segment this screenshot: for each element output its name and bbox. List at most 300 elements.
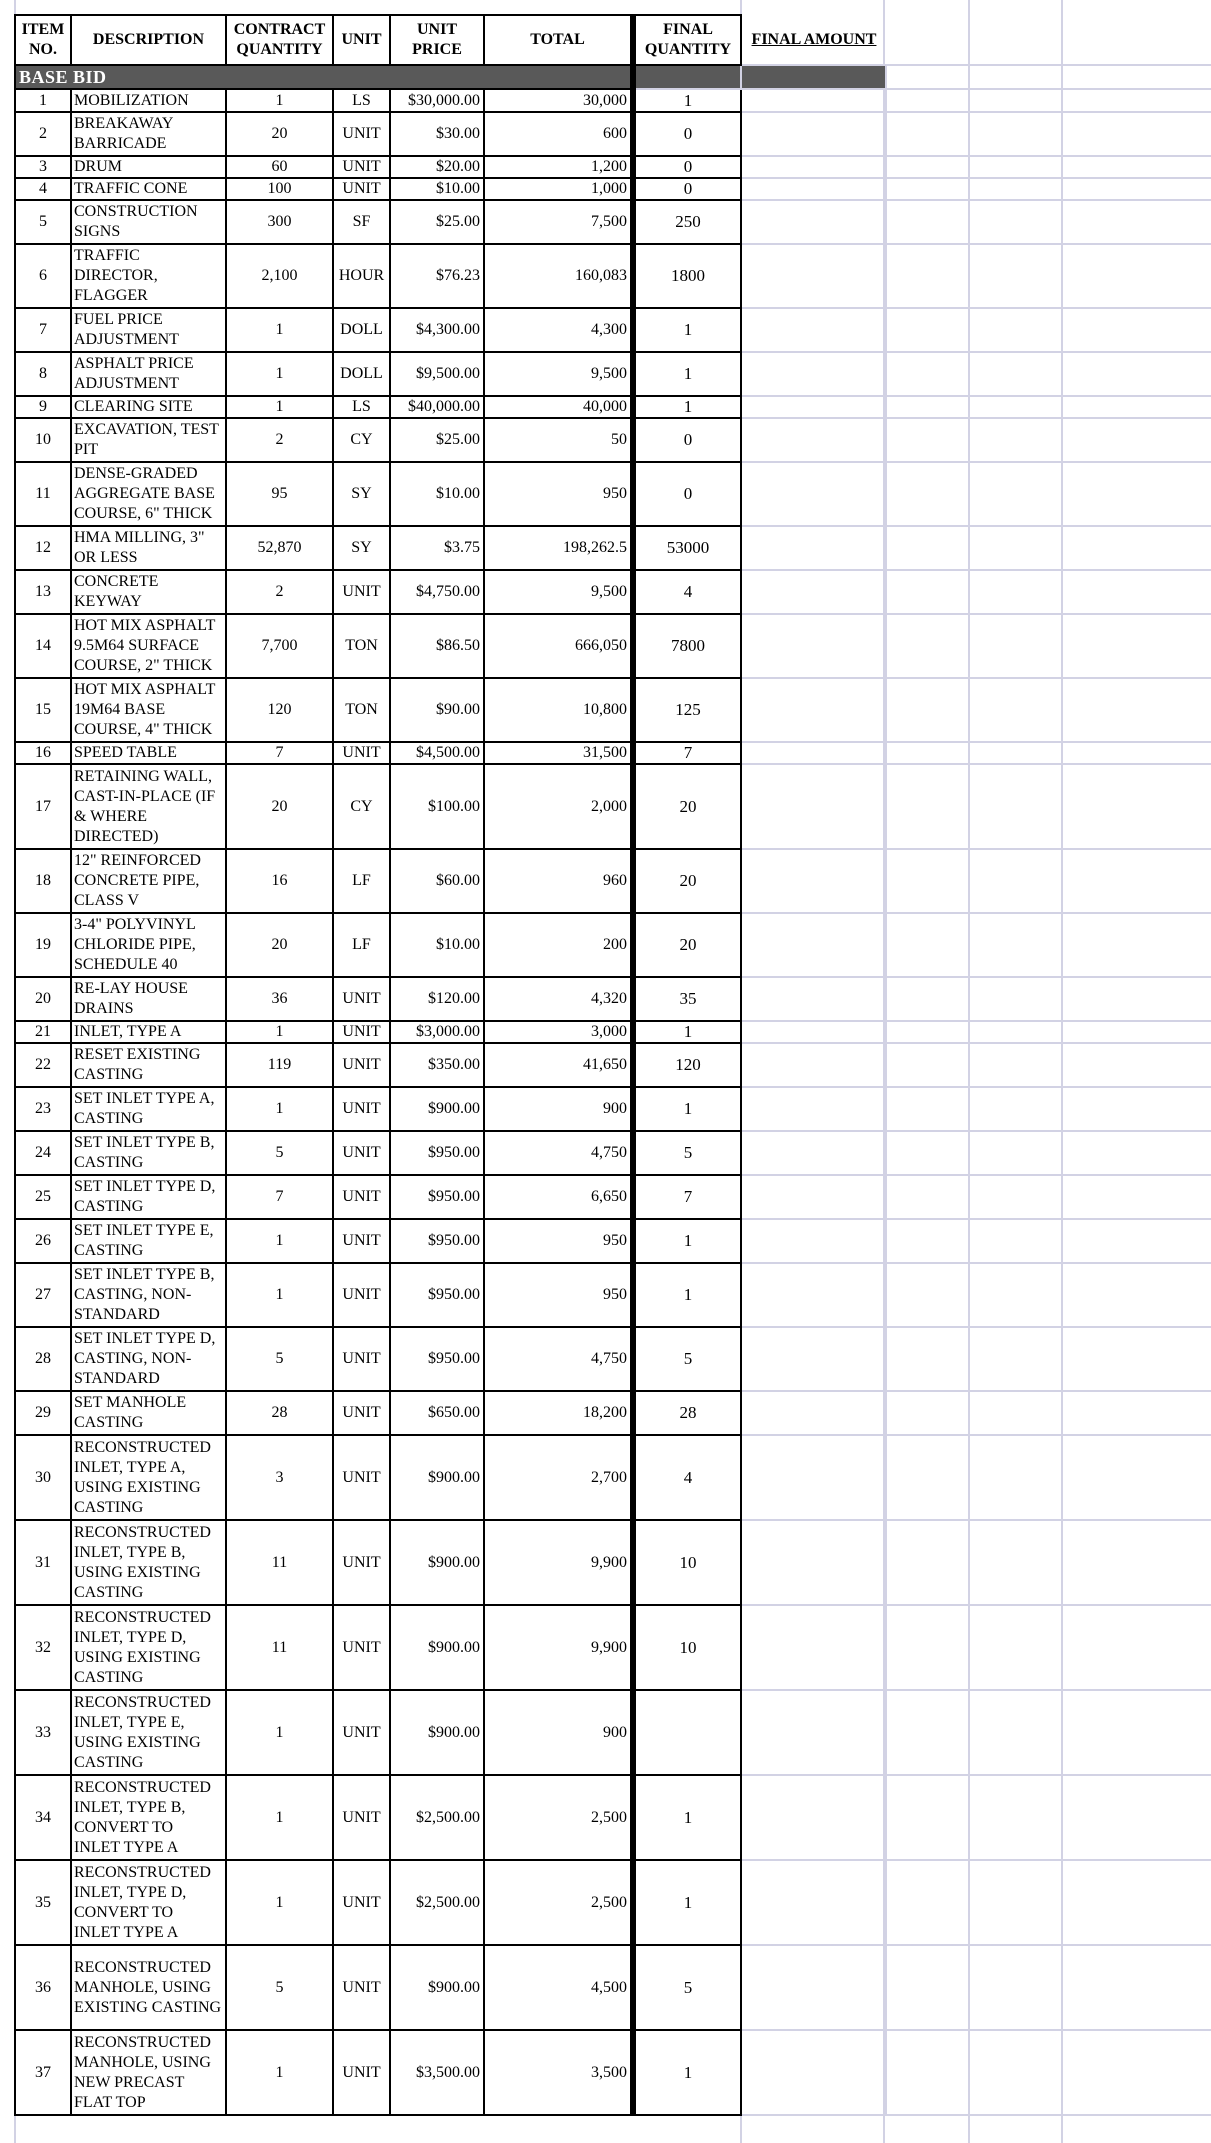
item-no-cell: 30: [15, 1435, 71, 1520]
final-quantity-cell: 5: [633, 1945, 741, 2030]
final-amount-cell: [741, 396, 886, 418]
total-cell: 6,650: [484, 1175, 633, 1219]
unit-price-cell: $950.00: [390, 1175, 484, 1219]
final-quantity-cell: 10: [633, 1605, 741, 1690]
description-cell: SET INLET TYPE E, CASTING: [71, 1219, 226, 1263]
contract-quantity-cell: 5: [226, 1131, 333, 1175]
contract-quantity-cell: 16: [226, 849, 333, 913]
final-quantity-cell: 0: [633, 156, 741, 178]
table-row: [15, 308, 886, 352]
final-quantity-cell: 120: [633, 1043, 741, 1087]
unit-cell: UNIT: [333, 1043, 390, 1087]
item-no-cell: 37: [15, 2030, 71, 2115]
total-cell: 2,500: [484, 1860, 633, 1945]
item-no-cell: 33: [15, 1690, 71, 1775]
item-no-cell: 15: [15, 678, 71, 742]
description-cell: CONCRETE KEYWAY: [71, 570, 226, 614]
contract-quantity-cell: 1: [226, 1021, 333, 1043]
item-no-cell: 9: [15, 396, 71, 418]
final-quantity-cell: 5: [633, 1327, 741, 1391]
table-row: [15, 112, 886, 156]
total-cell: 2,500: [484, 1775, 633, 1860]
description-cell: DENSE-GRADED AGGREGATE BASE COURSE, 6" THICK: [71, 462, 226, 526]
item-no-cell: 25: [15, 1175, 71, 1219]
unit-cell: SY: [333, 526, 390, 570]
item-no-cell: 32: [15, 1605, 71, 1690]
description-cell: RECONSTRUCTED INLET, TYPE D, CONVERT TO INLET TYPE A: [71, 1860, 226, 1945]
final-quantity-cell: [633, 1690, 741, 1775]
final-amount-cell: [741, 678, 886, 742]
final-amount-cell: [741, 1087, 886, 1131]
table-row: [15, 742, 886, 764]
item-no-cell: 3: [15, 156, 71, 178]
description-cell: INLET, TYPE A: [71, 1021, 226, 1043]
item-no-cell: 2: [15, 112, 71, 156]
unit-cell: LS: [333, 396, 390, 418]
description-cell: ASPHALT PRICE ADJUSTMENT: [71, 352, 226, 396]
item-no-cell: 4: [15, 178, 71, 200]
final-quantity-cell: 7: [633, 742, 741, 764]
unit-price-cell: $950.00: [390, 1263, 484, 1327]
unit-cell: UNIT: [333, 1391, 390, 1435]
unit-price-cell: $900.00: [390, 1520, 484, 1605]
section-row: [15, 65, 886, 89]
unit-price-cell: $900.00: [390, 1605, 484, 1690]
total-cell: 7,500: [484, 200, 633, 244]
total-cell: 2,700: [484, 1435, 633, 1520]
final-quantity-cell: 7: [633, 1175, 741, 1219]
description-cell: SET INLET TYPE B, CASTING, NON-STANDARD: [71, 1263, 226, 1327]
contract-quantity-cell: 1: [226, 1690, 333, 1775]
total-cell: 198,262.5: [484, 526, 633, 570]
table-row: [15, 614, 886, 678]
contract-quantity-cell: 20: [226, 764, 333, 849]
item-no-cell: 8: [15, 352, 71, 396]
table-row: [15, 1327, 886, 1391]
item-no-cell: 19: [15, 913, 71, 977]
contract-quantity-cell: 11: [226, 1605, 333, 1690]
table-row: [15, 1605, 886, 1690]
final-amount-cell: [741, 570, 886, 614]
contract-quantity-cell: 119: [226, 1043, 333, 1087]
item-no-cell: 16: [15, 742, 71, 764]
unit-price-cell: $86.50: [390, 614, 484, 678]
table-row: [15, 1860, 886, 1945]
total-cell: 30,000: [484, 89, 633, 112]
contract-quantity-cell: 52,870: [226, 526, 333, 570]
table-row: [15, 1021, 886, 1043]
final-quantity-cell: 1: [633, 1021, 741, 1043]
unit-cell: UNIT: [333, 1175, 390, 1219]
contract-quantity-cell: 1: [226, 2030, 333, 2115]
unit-price-cell: $10.00: [390, 178, 484, 200]
final-amount-cell: [741, 112, 886, 156]
contract-quantity-cell: 120: [226, 678, 333, 742]
unit-cell: CY: [333, 764, 390, 849]
description-cell: RECONSTRUCTED MANHOLE, USING EXISTING CASTING: [71, 1945, 226, 2030]
description-cell: SET INLET TYPE D, CASTING, NON-STANDARD: [71, 1327, 226, 1391]
total-cell: 1,000: [484, 178, 633, 200]
final-amount-cell: [741, 244, 886, 308]
final-amount-cell: [741, 526, 886, 570]
contract-quantity-cell: 1: [226, 1860, 333, 1945]
total-cell: 666,050: [484, 614, 633, 678]
total-cell: 31,500: [484, 742, 633, 764]
contract-quantity-cell: 20: [226, 913, 333, 977]
table-row: [15, 462, 886, 526]
unit-price-cell: $3.75: [390, 526, 484, 570]
contract-quantity-cell: 1: [226, 1087, 333, 1131]
item-no-cell: 29: [15, 1391, 71, 1435]
item-no-cell: 6: [15, 244, 71, 308]
final-amount-cell: [741, 1690, 886, 1775]
final-amount-cell: [741, 352, 886, 396]
final-amount-cell: [741, 977, 886, 1021]
table-row: [15, 352, 886, 396]
unit-price-cell: $20.00: [390, 156, 484, 178]
table-row: [15, 570, 886, 614]
unit-price-cell: $4,500.00: [390, 742, 484, 764]
contract-quantity-cell: 7: [226, 1175, 333, 1219]
final-quantity-cell: 0: [633, 462, 741, 526]
total-cell: 18,200: [484, 1391, 633, 1435]
unit-cell: LS: [333, 89, 390, 112]
unit-cell: UNIT: [333, 1263, 390, 1327]
description-cell: SET INLET TYPE A, CASTING: [71, 1087, 226, 1131]
contract-quantity-cell: 1: [226, 1775, 333, 1860]
final-amount-cell: [741, 1860, 886, 1945]
table-row: [15, 1945, 886, 2030]
unit-cell: UNIT: [333, 156, 390, 178]
header-total: TOTAL: [484, 15, 633, 65]
unit-cell: DOLL: [333, 352, 390, 396]
unit-price-cell: $9,500.00: [390, 352, 484, 396]
table-row: [15, 1391, 886, 1435]
description-cell: TRAFFIC DIRECTOR, FLAGGER: [71, 244, 226, 308]
total-cell: 950: [484, 462, 633, 526]
final-amount-cell: [741, 764, 886, 849]
unit-cell: UNIT: [333, 1131, 390, 1175]
unit-cell: TON: [333, 614, 390, 678]
contract-quantity-cell: 1: [226, 1263, 333, 1327]
final-quantity-cell: 1: [633, 1860, 741, 1945]
unit-price-cell: $120.00: [390, 977, 484, 1021]
contract-quantity-cell: 1: [226, 1219, 333, 1263]
final-quantity-cell: 4: [633, 1435, 741, 1520]
table-row: [15, 526, 886, 570]
contract-quantity-cell: 1: [226, 308, 333, 352]
unit-cell: UNIT: [333, 977, 390, 1021]
unit-price-cell: $76.23: [390, 244, 484, 308]
final-quantity-cell: 1: [633, 1775, 741, 1860]
final-quantity-cell: 1: [633, 1087, 741, 1131]
final-amount-cell: [741, 89, 886, 112]
contract-quantity-cell: 36: [226, 977, 333, 1021]
description-cell: RECONSTRUCTED INLET, TYPE A, USING EXISTING CASTING: [71, 1435, 226, 1520]
table-row: [15, 1219, 886, 1263]
total-cell: 10,800: [484, 678, 633, 742]
description-cell: EXCAVATION, TEST PIT: [71, 418, 226, 462]
contract-quantity-cell: 1: [226, 352, 333, 396]
unit-price-cell: $30,000.00: [390, 89, 484, 112]
final-quantity-cell: 1: [633, 89, 741, 112]
contract-quantity-cell: 60: [226, 156, 333, 178]
total-cell: 9,500: [484, 570, 633, 614]
table-row: [15, 396, 886, 418]
contract-quantity-cell: 3: [226, 1435, 333, 1520]
unit-cell: UNIT: [333, 1520, 390, 1605]
final-amount-cell: [741, 1043, 886, 1087]
contract-quantity-cell: 2,100: [226, 244, 333, 308]
total-cell: 3,000: [484, 1021, 633, 1043]
unit-price-cell: $10.00: [390, 462, 484, 526]
description-cell: FUEL PRICE ADJUSTMENT: [71, 308, 226, 352]
final-quantity-cell: 125: [633, 678, 741, 742]
total-cell: 50: [484, 418, 633, 462]
total-cell: 41,650: [484, 1043, 633, 1087]
unit-price-cell: $950.00: [390, 1327, 484, 1391]
final-amount-cell: [741, 418, 886, 462]
final-quantity-cell: 1: [633, 1219, 741, 1263]
final-quantity-cell: 35: [633, 977, 741, 1021]
final-quantity-cell: 10: [633, 1520, 741, 1605]
description-cell: BREAKAWAY BARRICADE: [71, 112, 226, 156]
table-row: [15, 1263, 886, 1327]
item-no-cell: 14: [15, 614, 71, 678]
unit-cell: HOUR: [333, 244, 390, 308]
header-unit-price: UNIT PRICE: [390, 15, 484, 65]
unit-cell: SF: [333, 200, 390, 244]
unit-cell: SY: [333, 462, 390, 526]
final-amount-cell: [741, 1520, 886, 1605]
item-no-cell: 31: [15, 1520, 71, 1605]
total-cell: 9,900: [484, 1605, 633, 1690]
item-no-cell: 13: [15, 570, 71, 614]
final-quantity-cell: 20: [633, 764, 741, 849]
unit-price-cell: $2,500.00: [390, 1775, 484, 1860]
description-cell: TRAFFIC CONE: [71, 178, 226, 200]
contract-quantity-cell: 28: [226, 1391, 333, 1435]
unit-cell: TON: [333, 678, 390, 742]
description-cell: MOBILIZATION: [71, 89, 226, 112]
unit-cell: UNIT: [333, 1219, 390, 1263]
unit-price-cell: $10.00: [390, 913, 484, 977]
final-quantity-cell: 1: [633, 352, 741, 396]
unit-price-cell: $25.00: [390, 200, 484, 244]
final-amount-cell: [741, 614, 886, 678]
contract-quantity-cell: 7,700: [226, 614, 333, 678]
description-cell: RECONSTRUCTED INLET, TYPE E, USING EXISTING CASTING: [71, 1690, 226, 1775]
contract-quantity-cell: 1: [226, 396, 333, 418]
unit-price-cell: $3,500.00: [390, 2030, 484, 2115]
item-no-cell: 28: [15, 1327, 71, 1391]
total-cell: 4,300: [484, 308, 633, 352]
table-row: [15, 764, 886, 849]
unit-price-cell: $900.00: [390, 1690, 484, 1775]
total-cell: 4,750: [484, 1131, 633, 1175]
final-quantity-cell: 0: [633, 178, 741, 200]
unit-cell: UNIT: [333, 1775, 390, 1860]
final-amount-cell: [741, 913, 886, 977]
total-cell: 200: [484, 913, 633, 977]
final-quantity-cell: 4: [633, 570, 741, 614]
unit-price-cell: $3,000.00: [390, 1021, 484, 1043]
description-cell: RECONSTRUCTED INLET, TYPE B, USING EXISTING CASTING: [71, 1520, 226, 1605]
section-title: BASE BID: [15, 65, 633, 89]
unit-cell: UNIT: [333, 1690, 390, 1775]
final-quantity-cell: 20: [633, 849, 741, 913]
contract-quantity-cell: 5: [226, 1945, 333, 2030]
contract-quantity-cell: 2: [226, 418, 333, 462]
table-row: [15, 178, 886, 200]
final-quantity-cell: 0: [633, 112, 741, 156]
unit-price-cell: $900.00: [390, 1087, 484, 1131]
total-cell: 960: [484, 849, 633, 913]
unit-price-cell: $900.00: [390, 1945, 484, 2030]
final-amount-cell: [741, 178, 886, 200]
description-cell: HMA MILLING, 3" OR LESS: [71, 526, 226, 570]
final-quantity-cell: 1: [633, 1263, 741, 1327]
total-cell: 4,320: [484, 977, 633, 1021]
bid-table: [14, 14, 887, 2116]
final-quantity-cell: 7800: [633, 614, 741, 678]
description-cell: RETAINING WALL, CAST-IN-PLACE (IF & WHERE DIRECTED): [71, 764, 226, 849]
unit-price-cell: $4,300.00: [390, 308, 484, 352]
total-cell: 160,083: [484, 244, 633, 308]
unit-price-cell: $25.00: [390, 418, 484, 462]
item-no-cell: 24: [15, 1131, 71, 1175]
unit-price-cell: $350.00: [390, 1043, 484, 1087]
total-cell: 950: [484, 1263, 633, 1327]
contract-quantity-cell: 11: [226, 1520, 333, 1605]
unit-cell: UNIT: [333, 1860, 390, 1945]
item-no-cell: 7: [15, 308, 71, 352]
contract-quantity-cell: 95: [226, 462, 333, 526]
description-cell: 12" REINFORCED CONCRETE PIPE, CLASS V: [71, 849, 226, 913]
table-row: [15, 2030, 886, 2115]
unit-cell: LF: [333, 849, 390, 913]
unit-cell: UNIT: [333, 2030, 390, 2115]
header-row: [15, 15, 886, 65]
header-unit: UNIT: [333, 15, 390, 65]
unit-cell: UNIT: [333, 1021, 390, 1043]
total-cell: 950: [484, 1219, 633, 1263]
item-no-cell: 10: [15, 418, 71, 462]
contract-quantity-cell: 7: [226, 742, 333, 764]
final-quantity-cell: 0: [633, 418, 741, 462]
final-amount-cell: [741, 1775, 886, 1860]
description-cell: CONSTRUCTION SIGNS: [71, 200, 226, 244]
unit-price-cell: $4,750.00: [390, 570, 484, 614]
table-row: [15, 849, 886, 913]
final-amount-cell: [741, 462, 886, 526]
description-cell: HOT MIX ASPHALT 9.5M64 SURFACE COURSE, 2" THICK: [71, 614, 226, 678]
item-no-cell: 5: [15, 200, 71, 244]
item-no-cell: 34: [15, 1775, 71, 1860]
final-amount-cell: [741, 1131, 886, 1175]
unit-price-cell: $40,000.00: [390, 396, 484, 418]
final-quantity-cell: 20: [633, 913, 741, 977]
unit-cell: CY: [333, 418, 390, 462]
item-no-cell: 1: [15, 89, 71, 112]
total-cell: 4,500: [484, 1945, 633, 2030]
unit-price-cell: $900.00: [390, 1435, 484, 1520]
final-amount-cell: [741, 200, 886, 244]
total-cell: 900: [484, 1690, 633, 1775]
final-amount-cell: [741, 1021, 886, 1043]
contract-quantity-cell: 5: [226, 1327, 333, 1391]
final-amount-cell: [741, 1263, 886, 1327]
table-row: [15, 1775, 886, 1860]
unit-cell: UNIT: [333, 1087, 390, 1131]
final-quantity-cell: 1: [633, 308, 741, 352]
item-no-cell: 20: [15, 977, 71, 1021]
unit-cell: UNIT: [333, 742, 390, 764]
header-contract-quantity: CONTRACT QUANTITY: [226, 15, 333, 65]
table-row: [15, 913, 886, 977]
description-cell: SET INLET TYPE D, CASTING: [71, 1175, 226, 1219]
final-quantity-cell: 53000: [633, 526, 741, 570]
final-quantity-cell: 1800: [633, 244, 741, 308]
contract-quantity-cell: 100: [226, 178, 333, 200]
item-no-cell: 23: [15, 1087, 71, 1131]
item-no-cell: 26: [15, 1219, 71, 1263]
unit-cell: UNIT: [333, 178, 390, 200]
unit-cell: UNIT: [333, 1945, 390, 2030]
unit-price-cell: $90.00: [390, 678, 484, 742]
table-row: [15, 89, 886, 112]
table-row: [15, 977, 886, 1021]
unit-price-cell: $650.00: [390, 1391, 484, 1435]
item-no-cell: 11: [15, 462, 71, 526]
unit-cell: DOLL: [333, 308, 390, 352]
item-no-cell: 36: [15, 1945, 71, 2030]
total-cell: 3,500: [484, 2030, 633, 2115]
total-cell: 4,750: [484, 1327, 633, 1391]
total-cell: 2,000: [484, 764, 633, 849]
description-cell: SET INLET TYPE B, CASTING: [71, 1131, 226, 1175]
total-cell: 1,200: [484, 156, 633, 178]
item-no-cell: 35: [15, 1860, 71, 1945]
description-cell: RECONSTRUCTED MANHOLE, USING NEW PRECAST FLAT TOP: [71, 2030, 226, 2115]
table-row: [15, 1043, 886, 1087]
total-cell: 9,500: [484, 352, 633, 396]
table-row: [15, 1690, 886, 1775]
description-cell: RE-LAY HOUSE DRAINS: [71, 977, 226, 1021]
table-row: [15, 1520, 886, 1605]
final-amount-cell: [741, 156, 886, 178]
table-row: [15, 678, 886, 742]
header-final-amount: FINAL AMOUNT: [751, 30, 877, 48]
final-amount-cell: [741, 1219, 886, 1263]
unit-price-cell: $950.00: [390, 1131, 484, 1175]
description-cell: 3-4" POLYVINYL CHLORIDE PIPE, SCHEDULE 40: [71, 913, 226, 977]
unit-cell: UNIT: [333, 570, 390, 614]
unit-price-cell: $100.00: [390, 764, 484, 849]
table-row: [15, 418, 886, 462]
final-amount-cell: [741, 1435, 886, 1520]
final-quantity-cell: 1: [633, 2030, 741, 2115]
table-row: [15, 244, 886, 308]
unit-price-cell: $60.00: [390, 849, 484, 913]
unit-cell: LF: [333, 913, 390, 977]
final-amount-cell: [741, 1391, 886, 1435]
final-quantity-cell: 5: [633, 1131, 741, 1175]
item-no-cell: 18: [15, 849, 71, 913]
final-amount-cell: [741, 1605, 886, 1690]
unit-cell: UNIT: [333, 1605, 390, 1690]
description-cell: RECONSTRUCTED INLET, TYPE D, USING EXISTING CASTING: [71, 1605, 226, 1690]
